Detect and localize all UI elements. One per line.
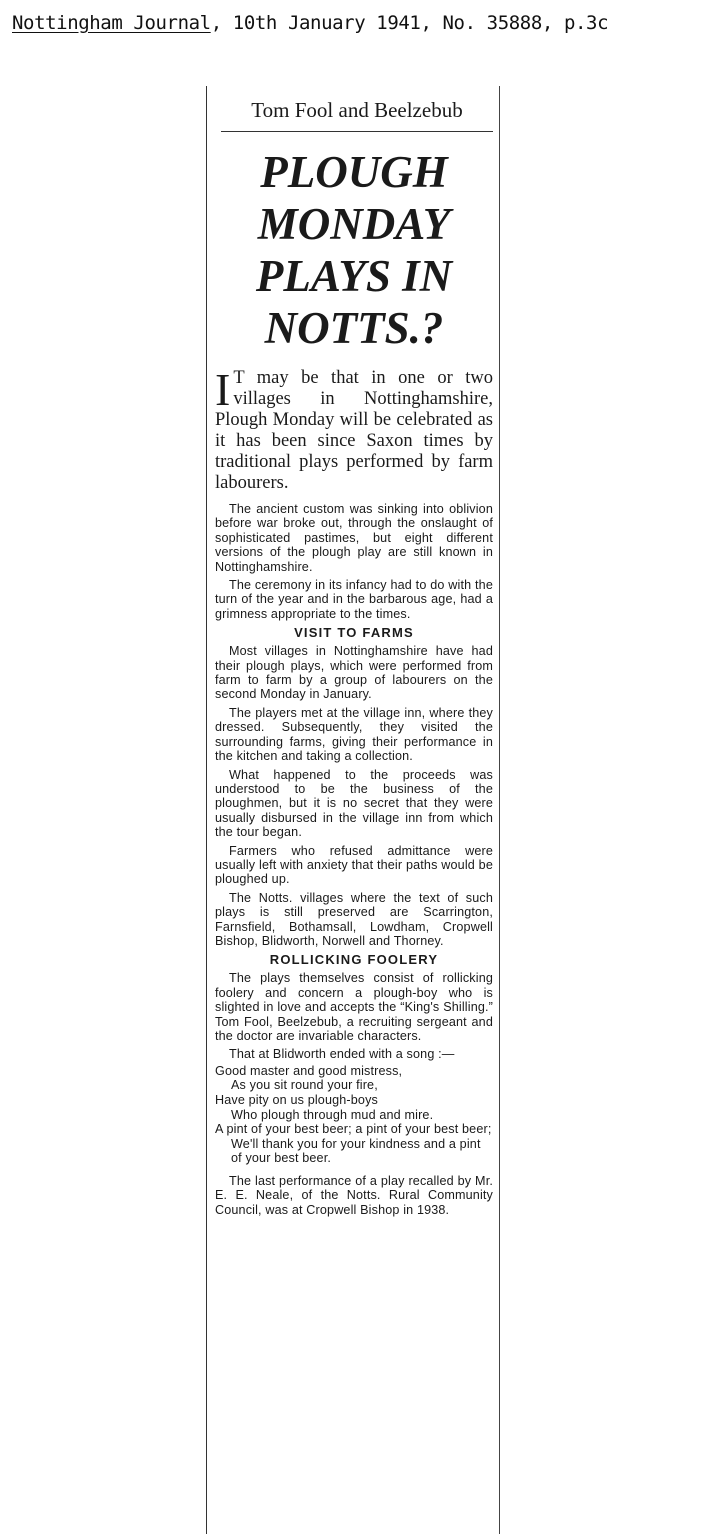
verse-line: A pint of your best beer; a pint of your best beer;	[215, 1122, 492, 1137]
citation-line	[12, 12, 702, 34]
headline-line: NOTTS.?	[264, 303, 444, 353]
verse-line: We'll thank you for your kindness and a pint of your best beer.	[231, 1136, 481, 1166]
verse-line: Who plough through mud and mire.	[231, 1107, 434, 1122]
verse-line: Have pity on us plough-boys	[215, 1093, 378, 1107]
citation-details: , 10th January 1941, No. 35888, p.3c	[210, 12, 609, 34]
verse-line: Good master and good mistress,	[215, 1063, 403, 1078]
paragraph: The plays themselves consist of rollicking foolery and concern a plough-boy who is slighted in love and accepts the “King's Shilling.” Tom Fool, Beelzebub, a recruiting sergeant and the doctor are invariable characters.	[215, 971, 493, 1043]
lead-text: T may be that in one or two villages in Nottinghamshire, Plough Monday will be celebrated as it has been since Saxon times by traditional plays performed by farm labourers.	[215, 368, 493, 493]
drop-cap: I	[215, 364, 231, 415]
verse-line: As you sit round your fire,	[231, 1078, 378, 1093]
headline	[215, 146, 493, 354]
paragraph: The Notts. villages where the text of such plays is still preserved are Scarrington, Farnsfield, Bothamsall, Lowdham, Cropwell Bishop, Blidworth, Norwell and Thorney.	[215, 890, 493, 948]
paragraph: The ceremony in its infancy had to do with the turn of the year and in the barbarous age, had a grimness appropriate to the times.	[215, 578, 493, 621]
paragraph: What happened to the proceeds was understood to be the business of the ploughmen, but it is no secret that they were usually disbursed in the village inn from which the tour began.	[215, 767, 493, 840]
headline-line: PLAYS IN	[255, 251, 453, 301]
headline-line: PLOUGH	[260, 147, 448, 197]
song-verse	[215, 1064, 493, 1166]
paragraph: Most villages in Nottinghamshire have had their plough plays, which were performed from farm to farm by a group of labourers on the second Monday in January.	[215, 644, 493, 702]
kicker: Tom Fool and Beelzebub	[221, 98, 493, 132]
subheading: VISIT TO FARMS	[294, 625, 414, 641]
paragraph: That at Blidworth ended with a song :—	[229, 1047, 455, 1062]
lead-paragraph	[215, 364, 493, 494]
paragraph: Farmers who refused admittance were usually left with anxiety that their paths would be ploughed up.	[215, 843, 493, 887]
headline-line: MONDAY	[257, 199, 451, 249]
newspaper-clipping	[206, 86, 500, 1534]
paragraph: The players met at the village inn, where they dressed. Subsequently, they visited the surrounding farms, giving their performance in the kitchen and taking a collection.	[215, 705, 493, 764]
publication-name: Nottingham Journal	[12, 12, 211, 34]
paragraph: The last performance of a play recalled by Mr. E. E. Neale, of the Notts. Rural Community Council, was at Cropwell Bishop in 1938.	[215, 1173, 493, 1217]
paragraph: The ancient custom was sinking into oblivion before war broke out, through the onslaught of sophisticated pastimes, but eight different versions of the plough play are still known in Nottinghamshire.	[215, 502, 493, 574]
subheading: ROLLICKING FOOLERY	[269, 952, 439, 968]
